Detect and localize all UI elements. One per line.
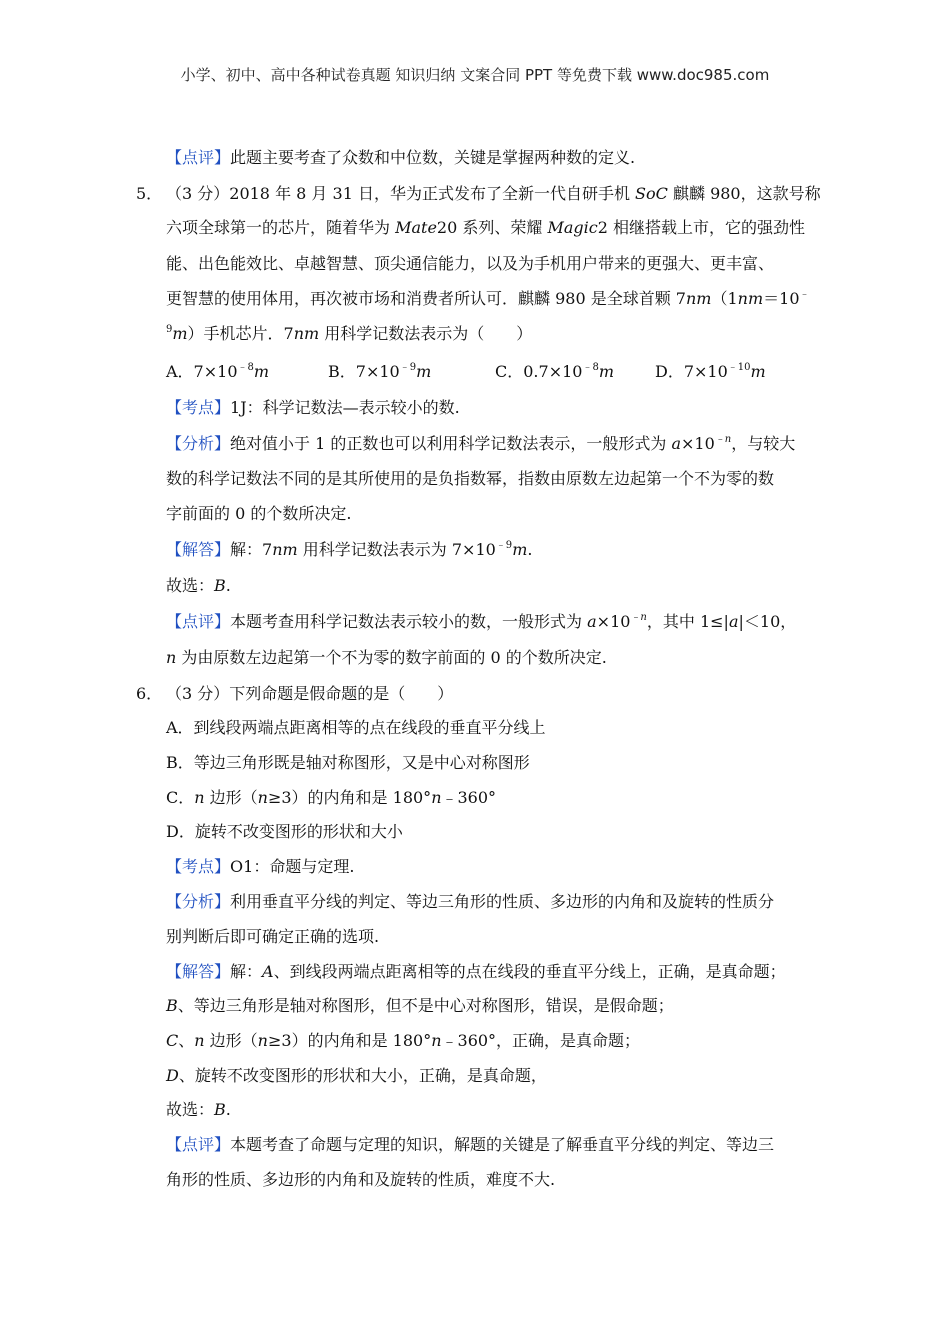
- q6-answer: [166, 1100, 231, 1120]
- question-5-stem-line2: [166, 218, 805, 238]
- text: ﹣360°: [441, 788, 497, 807]
- text: 、: [178, 1031, 195, 1050]
- text: 故选：: [166, 1100, 215, 1119]
- text: .: [225, 576, 231, 595]
- text: （3 分）2018 年 8 月 31 日，华为正式发布了全新一代自研手机: [166, 184, 636, 203]
- text: ﹣8: [582, 362, 599, 373]
- text: A: [262, 962, 274, 981]
- q6-option-d: D．旋转不改变图形的形状和大小: [166, 822, 403, 841]
- question-6-stem: （3 分）下列命题是假命题的是（ ）: [166, 684, 454, 703]
- text: D．7×10: [655, 362, 728, 381]
- jieda-tag: 【解答】: [166, 540, 231, 559]
- text: ≥3）的内角和是 180°: [267, 1031, 432, 1050]
- fenxi-tag: 【分析】: [166, 434, 231, 453]
- q5-fenxi-line1: [166, 434, 795, 454]
- text: 本题考查用科学记数法表示较小的数，一般形式为: [230, 612, 588, 631]
- text: ﹣10: [727, 362, 751, 373]
- text: A．7×10: [166, 362, 238, 381]
- question-5-stem-line3: 能、出色能效比、卓越智慧、顶尖通信能力，以及为手机用户带来的更强大、更丰富、: [166, 254, 775, 273]
- text: 、等边三角形是轴对称图形，但不是中心对称图形，错误，是假命题；: [177, 996, 674, 1015]
- text: ＝10: [763, 289, 800, 308]
- text: ﹣9: [495, 540, 513, 551]
- text: 1J：科学记数法—表示较小的数.: [230, 398, 460, 417]
- text: |＜10，: [738, 612, 797, 631]
- dianping-tag: 【点评】: [166, 1135, 231, 1154]
- text: 麒麟 980，这款号称: [667, 184, 821, 203]
- text: a: [728, 612, 739, 631]
- text: （1: [711, 289, 738, 308]
- text: ≥3）的内角和是 180°: [267, 788, 432, 807]
- option-c: [495, 362, 614, 382]
- text: 、旋转不改变图形的形状和大小，正确，是真命题，: [178, 1066, 547, 1085]
- jieda-tag: 【解答】: [166, 962, 231, 981]
- text: 本题考查了命题与定理的知识，解题的关键是了解垂直平分线的判定、等边三: [230, 1135, 775, 1154]
- text: 用科学记数法表示为（ ）: [319, 324, 533, 343]
- text: n: [257, 788, 268, 807]
- text: 解：: [230, 962, 263, 981]
- q5-kaodian: [166, 398, 460, 418]
- text: 六项全球第一的芯片，随着华为: [166, 218, 396, 237]
- option-a: [166, 362, 269, 382]
- text: .: [527, 540, 533, 559]
- q6-jieda-line1: [166, 962, 786, 982]
- text: 绝对值小于 1 的正数也可以利用科学记数法表示，一般形式为: [230, 434, 672, 453]
- q6-dianping-line2: 角形的性质、多边形的内角和及旋转的性质，难度不大.: [166, 1170, 556, 1189]
- text: a: [671, 434, 682, 453]
- q6-option-b: B．等边三角形既是轴对称图形，又是中心对称图形: [166, 753, 530, 772]
- text: 20 系列、荣耀: [436, 218, 548, 237]
- text: n: [257, 1031, 268, 1050]
- text: C: [166, 1031, 179, 1050]
- text: C．: [166, 788, 195, 807]
- text: ，其中 1≤|: [646, 612, 729, 631]
- q5-dianping-line2: [166, 648, 607, 668]
- text: ﹣360°，正确，是真命题；: [441, 1031, 641, 1050]
- text: .: [225, 1100, 231, 1119]
- text: n: [431, 1031, 442, 1050]
- text: nm: [293, 324, 320, 343]
- q5-dianping-line1: [166, 612, 796, 632]
- text: B: [214, 576, 226, 595]
- text: ﹣9: [399, 362, 417, 373]
- text: m: [598, 362, 615, 381]
- text: nm: [685, 289, 712, 308]
- text: D: [166, 1066, 179, 1085]
- text: m: [512, 540, 528, 559]
- text: 、到线段两端点距离相等的点在线段的垂直平分线上，正确，是真命题；: [273, 962, 786, 981]
- text: Mate: [395, 218, 437, 237]
- text: Magic: [547, 218, 598, 237]
- q5-fenxi-line3: 字前面的 0 的个数所决定.: [166, 504, 352, 523]
- question-5-number: 5．: [136, 184, 163, 203]
- q6-kaodian: [166, 857, 354, 877]
- text: m: [416, 362, 432, 381]
- text: O1：命题与定理.: [230, 857, 355, 876]
- text: 2 相继搭载上市，它的强劲性: [597, 218, 805, 237]
- text: n: [431, 788, 442, 807]
- question-5-stem-line5: [166, 324, 532, 344]
- kaodian-tag: 【考点】: [166, 857, 231, 876]
- text: 解：7: [230, 540, 273, 559]
- text: B: [166, 996, 178, 1015]
- option-b: [328, 362, 431, 382]
- q6-fenxi-line1: [166, 892, 774, 912]
- fenxi-tag: 【分析】: [166, 892, 231, 911]
- comment-text: 此题主要考查了众数和中位数，关键是掌握两种数的定义.: [230, 148, 636, 167]
- text: m: [253, 362, 270, 381]
- text: a: [587, 612, 597, 631]
- comment-tag: 【点评】: [166, 148, 231, 167]
- page-header: 小学、初中、高中各种试卷真题 知识归纳 文案合同 PPT 等免费下载 www.doc985.com: [180, 66, 770, 84]
- text: ﹣n: [630, 612, 647, 623]
- text: ，与较大: [731, 434, 796, 453]
- text: n: [194, 1031, 205, 1050]
- text: 更智慧的使用体用，再次被市场和消费者所认可．麒麟 980 是全球首颗 7: [166, 289, 686, 308]
- text: 为由原数左边起第一个不为零的数字前面的 0 的个数所决定.: [176, 648, 607, 667]
- q5-answer: [166, 576, 231, 596]
- question-5-stem-line4: [166, 289, 810, 309]
- text: B．7×10: [328, 362, 400, 381]
- text: nm: [737, 289, 764, 308]
- prev-comment: [166, 148, 635, 168]
- text: C．0.7×10: [495, 362, 583, 381]
- text: 9: [166, 324, 173, 335]
- text: n: [194, 788, 205, 807]
- text: m: [172, 324, 188, 343]
- q6-option-a: A．到线段两端点距离相等的点在线段的垂直平分线上: [166, 718, 546, 737]
- text: 故选：: [166, 576, 215, 595]
- text: ）手机芯片．7: [187, 324, 294, 343]
- text: ﹣: [799, 289, 810, 300]
- dianping-tag: 【点评】: [166, 612, 231, 631]
- q5-fenxi-line2: 数的科学记数法不同的是其所使用的是负指数幂，指数由原数左边起第一个不为零的数: [166, 469, 775, 488]
- text: 边形（: [204, 788, 258, 807]
- text: n: [166, 648, 177, 667]
- text: 利用垂直平分线的判定、等边三角形的性质、多边形的内角和及旋转的性质分: [230, 892, 775, 911]
- q6-option-c: [166, 788, 496, 808]
- text: ×10: [596, 612, 631, 631]
- text: 用科学记数法表示为 7×10: [297, 540, 496, 559]
- text: ×10: [681, 434, 715, 453]
- question-6-number: 6．: [136, 684, 163, 703]
- option-d: [655, 362, 766, 382]
- text: nm: [272, 540, 298, 559]
- text: 边形（: [204, 1031, 258, 1050]
- text: SoC: [635, 184, 668, 203]
- q6-jieda-line2: [166, 996, 674, 1016]
- q6-dianping-line1: [166, 1135, 774, 1155]
- text: B: [214, 1100, 226, 1119]
- q6-fenxi-line2: 别判断后即可确定正确的选项.: [166, 927, 380, 946]
- text: ﹣8: [237, 362, 254, 373]
- question-5-stem-line1: [166, 184, 821, 204]
- text: ﹣n: [714, 434, 732, 445]
- kaodian-tag: 【考点】: [166, 398, 231, 417]
- text: m: [750, 362, 766, 381]
- q5-jieda: [166, 540, 532, 560]
- q6-jieda-line3: [166, 1031, 640, 1051]
- q6-jieda-line4: [166, 1066, 547, 1086]
